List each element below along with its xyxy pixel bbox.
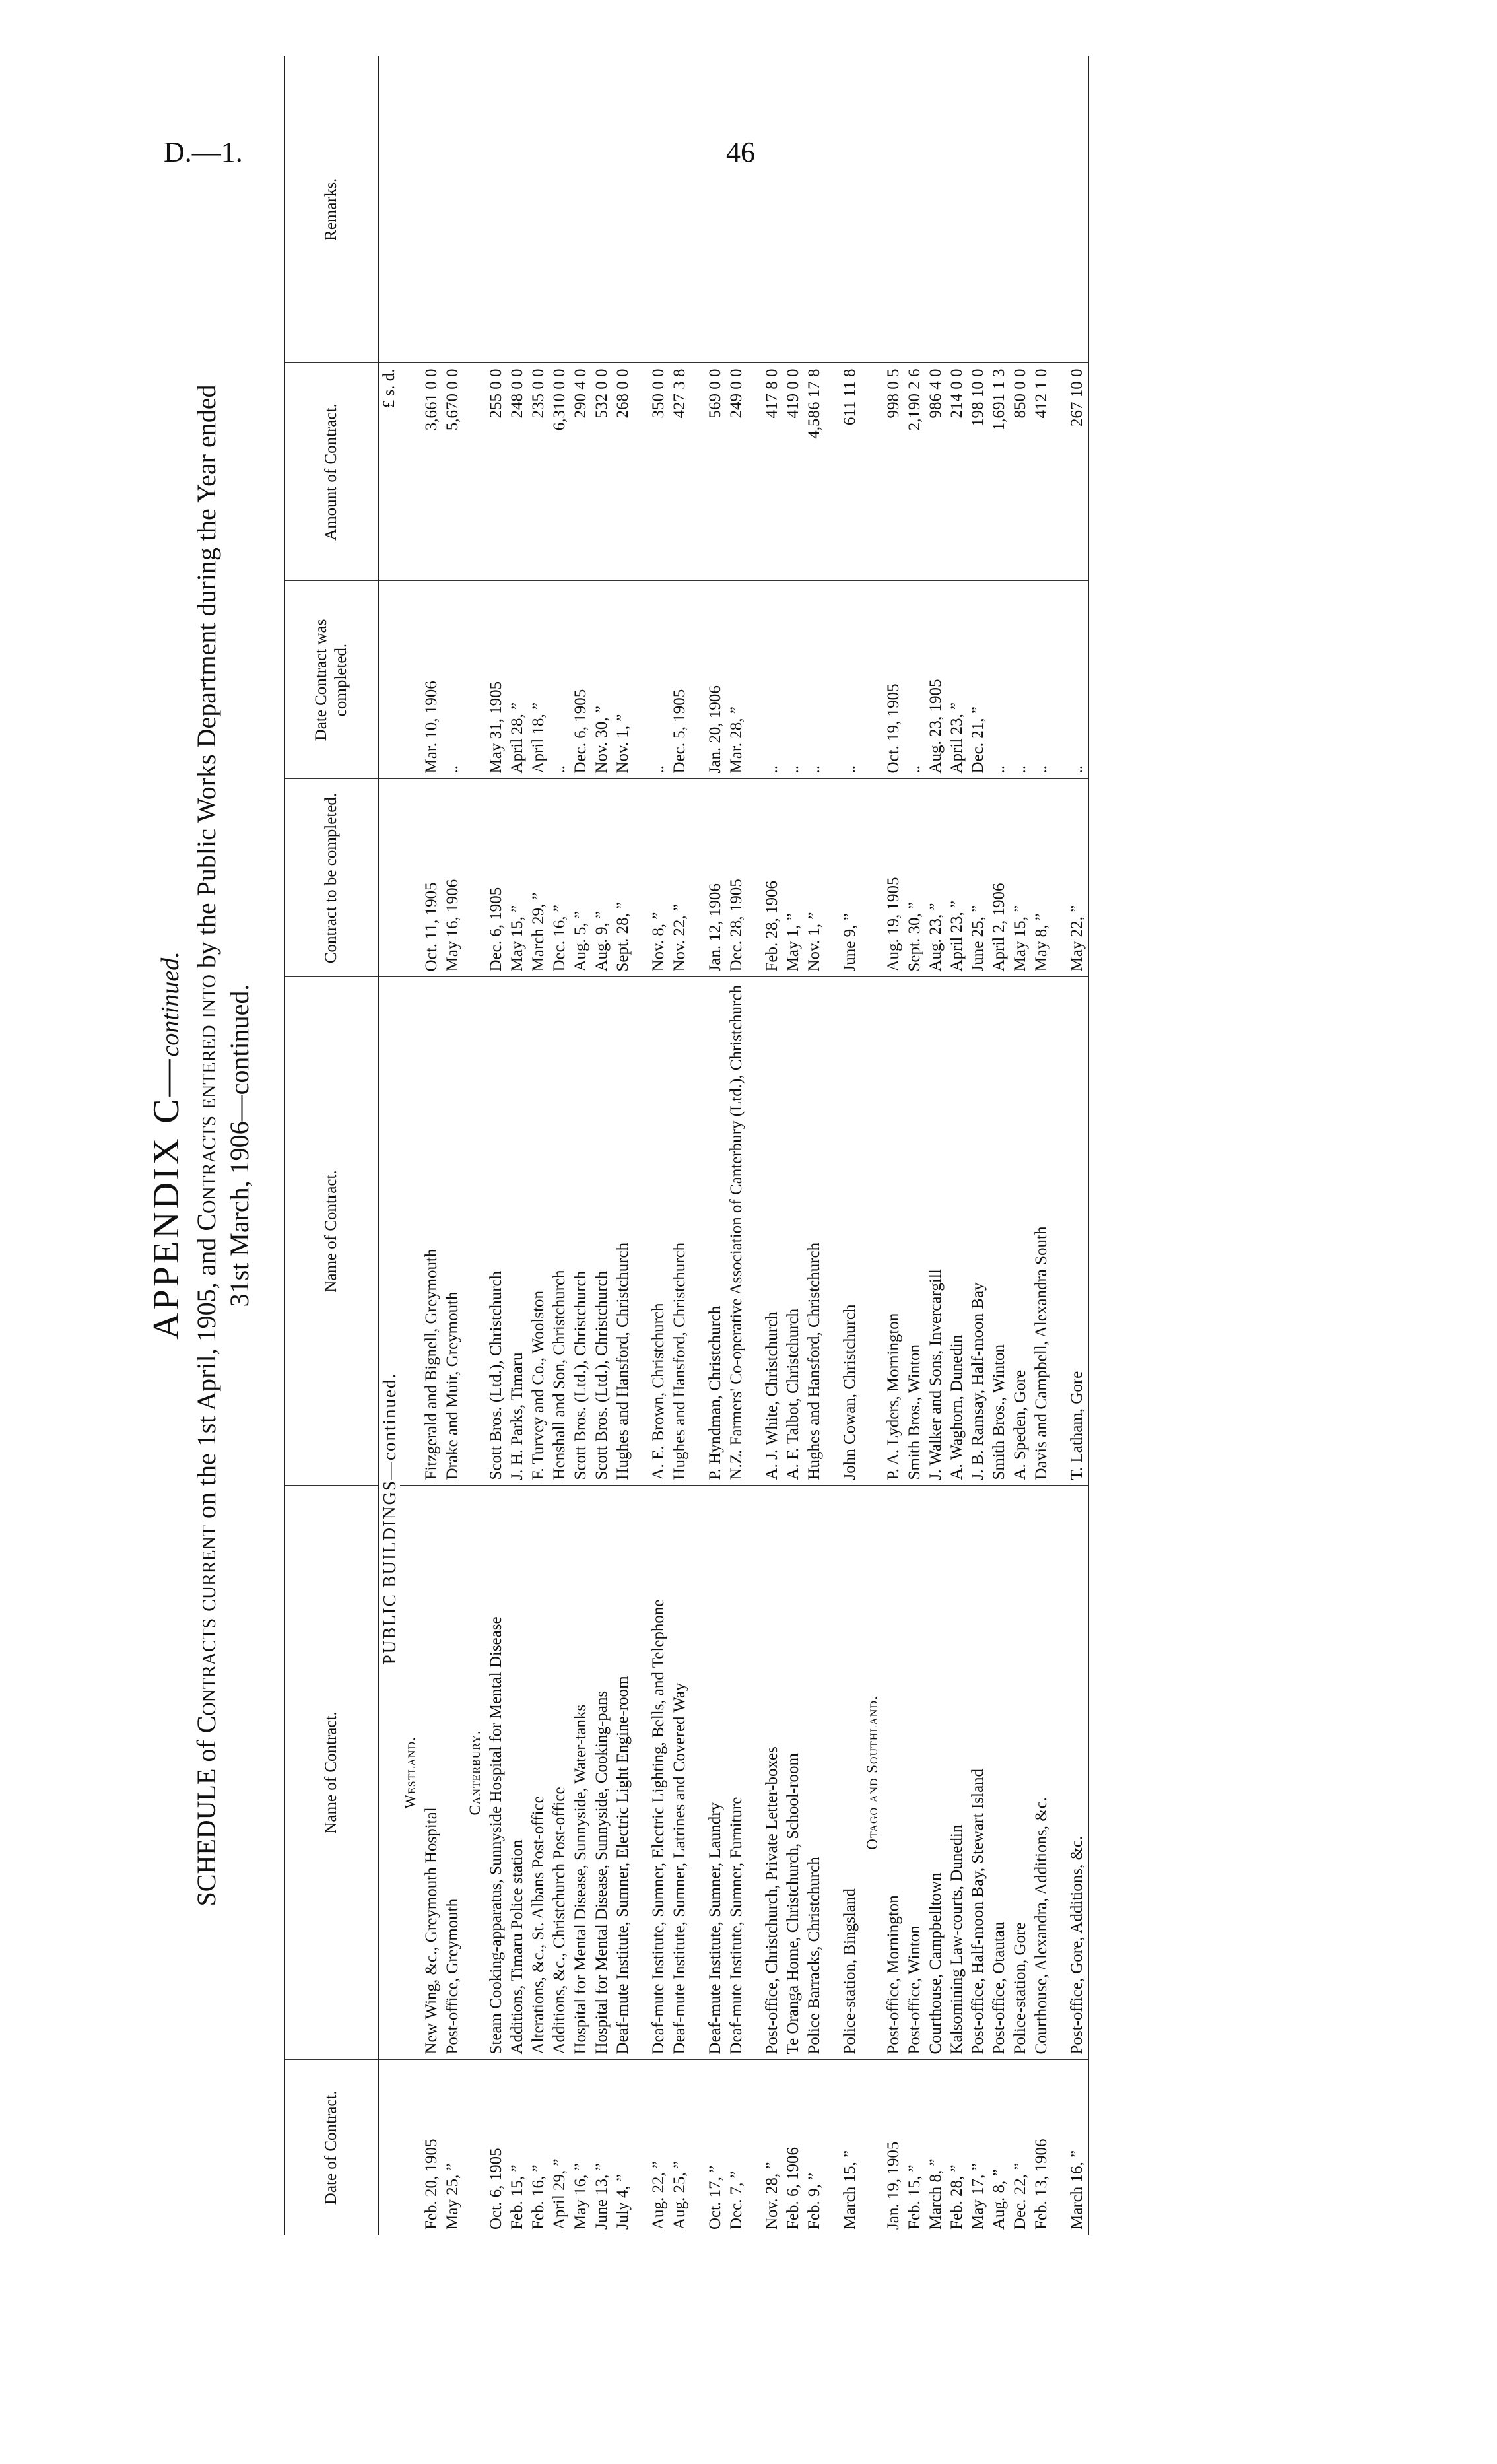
cell-remarks <box>528 56 549 363</box>
cell-completed: .. <box>1067 581 1088 779</box>
cell-contract-name: Post-office, Greymouth <box>442 1486 463 2060</box>
cell-remarks <box>486 56 507 363</box>
cell-completed: April 23, ” <box>947 581 968 779</box>
cell-completed: .. <box>989 581 1010 779</box>
cell-remarks <box>421 56 442 363</box>
title-part: Contracts entered into <box>191 975 221 1231</box>
table-row <box>989 56 1010 2235</box>
cell-remarks <box>904 56 925 363</box>
cell-completed: Dec. 6, 1905 <box>570 581 591 779</box>
spacer-row <box>1052 56 1067 2235</box>
table-row <box>947 56 968 2235</box>
cell-to-complete: May 15, ” <box>1010 779 1031 977</box>
page-reference: D.—1. <box>164 136 243 168</box>
cell-contract-name: Hospital for Mental Disease, Sunnyside, Water-tanks <box>570 1486 591 2060</box>
cell-contractor: Hughes and Hansford, Christchurch <box>669 977 690 1486</box>
cell-contract-name: Courthouse, Alexandra, Additions, &c. <box>1031 1486 1052 2060</box>
title-part: by the Public Works Department during the Year ended <box>191 384 221 975</box>
cell-contract-name: New Wing, &c., Greymouth Hospital <box>421 1486 442 2060</box>
cell-completed: Mar. 10, 1906 <box>421 581 442 779</box>
cell-remarks <box>549 56 570 363</box>
cell-contractor: P. Hyndman, Christchurch <box>705 977 726 1486</box>
cell-completed: Nov. 1, ” <box>613 581 634 779</box>
table-row <box>591 56 613 2235</box>
cell-date: May 25, ” <box>444 2163 461 2230</box>
cell-completed: .. <box>904 581 925 779</box>
table-header-row <box>284 56 378 2235</box>
cell-completed: Dec. 5, 1905 <box>669 581 690 779</box>
table-row <box>1067 56 1088 2235</box>
cell-contract-name: Post-office, Gore, Additions, &c. <box>1067 1486 1088 2060</box>
cell-contractor: A. F. Talbot, Christchurch <box>783 977 804 1486</box>
cell-remarks <box>726 56 747 363</box>
cell-contractor: Fitzgerald and Bignell, Greymouth <box>421 977 442 1486</box>
table-row <box>442 56 463 2235</box>
cell-date: Aug. 22, ” <box>649 2160 667 2230</box>
cell-contractor: John Cowan, Christchurch <box>840 977 861 1486</box>
cell-contractor: Hughes and Hansford, Christchurch <box>613 977 634 1486</box>
region-heading: Otago and Southland. <box>864 1695 881 1850</box>
section-row <box>378 56 400 2235</box>
cell-amount: 850 0 0 <box>1010 363 1031 581</box>
cell-date: Aug. 25, ” <box>671 2160 688 2230</box>
cell-amount: 214 0 0 <box>947 363 968 581</box>
cell-contractor: Scott Bros. (Ltd.), Christchurch <box>570 977 591 1486</box>
cell-completed: .. <box>1031 581 1052 779</box>
cell-contract-name: Deaf-mute Institute, Sumner, Electric Lighting, Bells, and Telephone <box>648 1486 669 2060</box>
cell-amount: 248 0 0 <box>507 363 528 581</box>
table-row <box>507 56 528 2235</box>
table-row <box>904 56 925 2235</box>
rotated-page-content <box>145 56 1307 2235</box>
cell-date: Feb. 15, ” <box>906 2164 923 2230</box>
header-to-complete: Contract to be completed. <box>284 779 378 977</box>
region-heading: Canterbury. <box>467 1730 483 1816</box>
cell-to-complete: Aug. 9, ” <box>591 779 613 977</box>
header-completed: Date Contract was completed. <box>284 581 378 779</box>
page-number: 46 <box>726 136 755 168</box>
cell-to-complete: Nov. 1, ” <box>804 779 825 977</box>
cell-contractor: J. Walker and Sons, Invercargill <box>925 977 947 1486</box>
cell-remarks <box>442 56 463 363</box>
spacer-row <box>634 56 648 2235</box>
cell-amount: 5,670 0 0 <box>442 363 463 581</box>
table-row <box>804 56 825 2235</box>
table-row <box>486 56 507 2235</box>
cell-contractor: Drake and Muir, Greymouth <box>442 977 463 1486</box>
cell-amount: 998 0 5 <box>883 363 904 581</box>
cell-date: Feb. 6, 1906 <box>784 2147 802 2230</box>
cell-date: Feb. 16, ” <box>529 2164 547 2230</box>
region-row <box>463 56 486 2235</box>
cell-contract-name: Deaf-mute Institute, Sumner, Furniture <box>726 1486 747 2060</box>
cell-remarks <box>570 56 591 363</box>
cell-contractor: A. J. White, Christchurch <box>762 977 783 1486</box>
table-row <box>1031 56 1052 2235</box>
cell-completed: May 31, 1905 <box>486 581 507 779</box>
cell-contractor: Hughes and Hansford, Christchurch <box>804 977 825 1486</box>
cell-remarks <box>804 56 825 363</box>
cell-contractor: P. A. Lyders, Mornington <box>883 977 904 1486</box>
cell-contractor: J. H. Parks, Timaru <box>507 977 528 1486</box>
cell-remarks <box>507 56 528 363</box>
cell-amount: 198 10 0 <box>968 363 989 581</box>
cell-completed: Nov. 30, ” <box>591 581 613 779</box>
cell-to-complete: Sept. 30, ” <box>904 779 925 977</box>
cell-to-complete: Aug. 23, ” <box>925 779 947 977</box>
spacer-row <box>825 56 840 2235</box>
table-row <box>705 56 726 2235</box>
cell-completed: .. <box>442 581 463 779</box>
cell-to-complete: June 25, ” <box>968 779 989 977</box>
cell-amount: 255 0 0 <box>486 363 507 581</box>
cell-completed: .. <box>762 581 783 779</box>
cell-completed: Dec. 21, ” <box>968 581 989 779</box>
cell-to-complete: Dec. 28, 1905 <box>726 779 747 977</box>
cell-date: Dec. 7, ” <box>727 2171 745 2230</box>
cell-to-complete: June 9, ” <box>840 779 861 977</box>
cell-contractor: Smith Bros., Winton <box>904 977 925 1486</box>
cell-contract-name: Post-office, Mornington <box>883 1486 904 2060</box>
header-date: Date of Contract. <box>284 2060 378 2235</box>
cell-contractor: T. Latham, Gore <box>1067 977 1088 1486</box>
table-row <box>549 56 570 2235</box>
cell-to-complete: Dec. 6, 1905 <box>486 779 507 977</box>
table-row <box>648 56 669 2235</box>
header-contractor: Name of Contract. <box>284 977 378 1486</box>
cell-contract-name: Steam Cooking-apparatus, Sunnyside Hospital for Mental Disease <box>486 1486 507 2060</box>
cell-contractor: Scott Bros. (Ltd.), Christchurch <box>486 977 507 1486</box>
header-name: Name of Contract. <box>284 1486 378 2060</box>
cell-amount: 2,190 2 6 <box>904 363 925 581</box>
appendix-title <box>145 56 187 2235</box>
cell-completed: .. <box>783 581 804 779</box>
cell-remarks <box>1010 56 1031 363</box>
table-body <box>378 56 1088 2235</box>
cell-amount: 4,586 17 8 <box>804 363 825 581</box>
cell-completed: .. <box>648 581 669 779</box>
cell-to-complete: Nov. 22, ” <box>669 779 690 977</box>
cell-date: Feb. 20, 1905 <box>422 2139 440 2230</box>
spacer-row <box>747 56 762 2235</box>
cell-date: Feb. 9, ” <box>805 2172 823 2230</box>
cell-contract-name: Post-office, Winton <box>904 1486 925 2060</box>
cell-remarks <box>669 56 690 363</box>
cell-contract-name: Deaf-mute Institute, Sumner, Electric Light Engine-room <box>613 1486 634 2060</box>
cell-contract-name: Post-office, Otautau <box>989 1486 1010 2060</box>
table-row <box>762 56 783 2235</box>
cell-contractor: Henshall and Son, Christchurch <box>549 977 570 1486</box>
cell-to-complete: April 2, 1906 <box>989 779 1010 977</box>
header-amount: Amount of Contract. <box>284 363 378 581</box>
cell-amount: 419 0 0 <box>783 363 804 581</box>
table-row <box>528 56 549 2235</box>
cell-contract-name: Additions, &c., Christchurch Post-office <box>549 1486 570 2060</box>
cell-contractor: F. Turvey and Co., Woolston <box>528 977 549 1486</box>
amount-units: £ s. d. <box>378 363 400 581</box>
cell-remarks <box>947 56 968 363</box>
cell-to-complete: Nov. 8, ” <box>648 779 669 977</box>
cell-date: May 16, ” <box>572 2163 589 2230</box>
cell-contract-name: Deaf-mute Institute, Sumner, Laundry <box>705 1486 726 2060</box>
table-row <box>925 56 947 2235</box>
cell-amount: 1,691 1 3 <box>989 363 1010 581</box>
cell-remarks <box>925 56 947 363</box>
cell-to-complete: Feb. 28, 1906 <box>762 779 783 977</box>
cell-amount: 235 0 0 <box>528 363 549 581</box>
cell-amount: 427 3 8 <box>669 363 690 581</box>
cell-contract-name: Hospital for Mental Disease, Sunnyside, Cooking-pans <box>591 1486 613 2060</box>
title-part: on the 1st April, 1905, and <box>191 1231 221 1526</box>
cell-to-complete: March 29, ” <box>528 779 549 977</box>
cell-remarks <box>1067 56 1088 363</box>
cell-contract-name: Post-office, Half-moon Bay, Stewart Island <box>968 1486 989 2060</box>
cell-remarks <box>989 56 1010 363</box>
region-row <box>861 56 883 2235</box>
cell-amount: 6,310 0 0 <box>549 363 570 581</box>
table-row <box>1010 56 1031 2235</box>
cell-date: June 13, ” <box>593 2163 611 2230</box>
cell-remarks <box>883 56 904 363</box>
cell-contractor: Davis and Campbell, Alexandra South <box>1031 977 1052 1486</box>
header-remarks: Remarks. <box>284 56 378 363</box>
table-row <box>726 56 747 2235</box>
cell-to-complete: Sept. 28, ” <box>613 779 634 977</box>
region-row <box>400 56 421 2235</box>
table-row <box>783 56 804 2235</box>
cell-to-complete: May 22, ” <box>1067 779 1088 977</box>
cell-completed: Aug. 23, 1905 <box>925 581 947 779</box>
cell-remarks <box>591 56 613 363</box>
table-row <box>968 56 989 2235</box>
cell-amount: 412 1 0 <box>1031 363 1052 581</box>
cell-to-complete: April 23, ” <box>947 779 968 977</box>
cell-date: May 17, ” <box>969 2163 987 2230</box>
spacer-row <box>690 56 705 2235</box>
cell-to-complete: Jan. 12, 1906 <box>705 779 726 977</box>
cell-to-complete: Aug. 19, 1905 <box>883 779 904 977</box>
cell-date: Aug. 8, ” <box>990 2169 1008 2230</box>
cell-remarks <box>762 56 783 363</box>
table-row <box>883 56 904 2235</box>
cell-contract-name: Deaf-mute Institute, Sumner, Latrines and Covered Way <box>669 1486 690 2060</box>
table-row <box>613 56 634 2235</box>
cell-date: July 4, ” <box>614 2173 632 2230</box>
cell-contract-name: Post-office, Christchurch, Private Letter-boxes <box>762 1486 783 2060</box>
cell-remarks <box>840 56 861 363</box>
cell-contract-name: Police-station, Bingsland <box>840 1486 861 2060</box>
cell-date: March 16, ” <box>1067 2060 1088 2235</box>
cell-contract-name: Police-station, Gore <box>1010 1486 1031 2060</box>
title-part: SCHEDULE of <box>191 1733 221 1907</box>
cell-to-complete: Aug. 5, ” <box>570 779 591 977</box>
cell-date: March 8, ” <box>927 2158 945 2230</box>
schedule-title <box>190 56 256 2235</box>
cell-amount: 267 10 0 <box>1067 363 1088 581</box>
cell-amount: 532 0 0 <box>591 363 613 581</box>
cell-contractor: A. E. Brown, Christchurch <box>648 977 669 1486</box>
cell-remarks <box>1031 56 1052 363</box>
cell-to-complete: May 15, ” <box>507 779 528 977</box>
cell-contractor: N.Z. Farmers' Co-operative Association of Canterbury (Ltd.), Christchurch <box>726 977 747 1486</box>
cell-date: Feb. 15, ” <box>508 2164 526 2230</box>
table-row <box>669 56 690 2235</box>
cell-remarks <box>705 56 726 363</box>
cell-completed: April 28, ” <box>507 581 528 779</box>
cell-amount: 290 4 0 <box>570 363 591 581</box>
cell-date: Dec. 22, ” <box>1011 2162 1029 2230</box>
cell-amount: 611 11 8 <box>840 363 861 581</box>
cell-remarks <box>648 56 669 363</box>
contracts-table <box>284 56 1089 2235</box>
cell-date: March 15, ” <box>841 2150 859 2230</box>
cell-to-complete: May 1, ” <box>783 779 804 977</box>
cell-amount: 3,661 0 0 <box>421 363 442 581</box>
cell-remarks <box>968 56 989 363</box>
section-title: PUBLIC BUILDINGS—continued. <box>380 1372 399 1665</box>
title-part: Contracts current <box>191 1525 221 1734</box>
cell-date: Nov. 28, ” <box>763 2162 781 2230</box>
cell-completed: Mar. 28, ” <box>726 581 747 779</box>
cell-contract-name: Police Barracks, Christchurch <box>804 1486 825 2060</box>
cell-amount: 249 0 0 <box>726 363 747 581</box>
cell-to-complete: May 8, ” <box>1031 779 1052 977</box>
cell-completed: Oct. 19, 1905 <box>883 581 904 779</box>
cell-to-complete: May 16, 1906 <box>442 779 463 977</box>
appendix-subtitle: continued. <box>156 951 184 1057</box>
cell-date: Jan. 19, 1905 <box>884 2141 902 2230</box>
cell-date: Feb. 28, ” <box>948 2164 966 2230</box>
cell-contract-name: Additions, Timaru Police station <box>507 1486 528 2060</box>
cell-contractor: A. Speden, Gore <box>1010 977 1031 1486</box>
table-row <box>840 56 861 2235</box>
title-line-2: 31st March, 1906—continued. <box>224 984 254 1307</box>
cell-amount: 417 8 0 <box>762 363 783 581</box>
cell-completed: .. <box>804 581 825 779</box>
cell-contractor: Scott Bros. (Ltd.), Christchurch <box>591 977 613 1486</box>
cell-amount: 986 4 0 <box>925 363 947 581</box>
cell-remarks <box>613 56 634 363</box>
cell-contractor: Smith Bros., Winton <box>989 977 1010 1486</box>
cell-date: April 29, ” <box>550 2158 568 2230</box>
cell-to-complete: Dec. 16, ” <box>549 779 570 977</box>
table-row <box>570 56 591 2235</box>
cell-contract-name: Kalsomining Law-courts, Dunedin <box>947 1486 968 2060</box>
region-heading: Westland. <box>402 1736 418 1809</box>
cell-to-complete: Oct. 11, 1905 <box>421 779 442 977</box>
cell-contract-name: Courthouse, Campbelltown <box>925 1486 947 2060</box>
table-row <box>421 56 442 2235</box>
cell-amount: 350 0 0 <box>648 363 669 581</box>
cell-contract-name: Te Oranga Home, Christchurch, School-room <box>783 1486 804 2060</box>
cell-completed: .. <box>1010 581 1031 779</box>
cell-amount: 569 0 0 <box>705 363 726 581</box>
cell-amount: 268 0 0 <box>613 363 634 581</box>
cell-completed: .. <box>840 581 861 779</box>
cell-contractor: J. B. Ramsay, Half-moon Bay <box>968 977 989 1486</box>
cell-date: Oct. 6, 1905 <box>487 2148 505 2230</box>
cell-remarks <box>783 56 804 363</box>
cell-completed: Jan. 20, 1906 <box>705 581 726 779</box>
cell-date: Oct. 17, ” <box>706 2165 724 2230</box>
cell-completed: April 18, ” <box>528 581 549 779</box>
cell-contract-name: Alterations, &c., St. Albans Post-office <box>528 1486 549 2060</box>
cell-contractor: A. Waghorn, Dunedin <box>947 977 968 1486</box>
cell-date: Feb. 13, 1906 <box>1032 2139 1050 2230</box>
appendix-title-text: APPENDIX C— <box>146 1056 187 1340</box>
cell-completed: .. <box>549 581 570 779</box>
